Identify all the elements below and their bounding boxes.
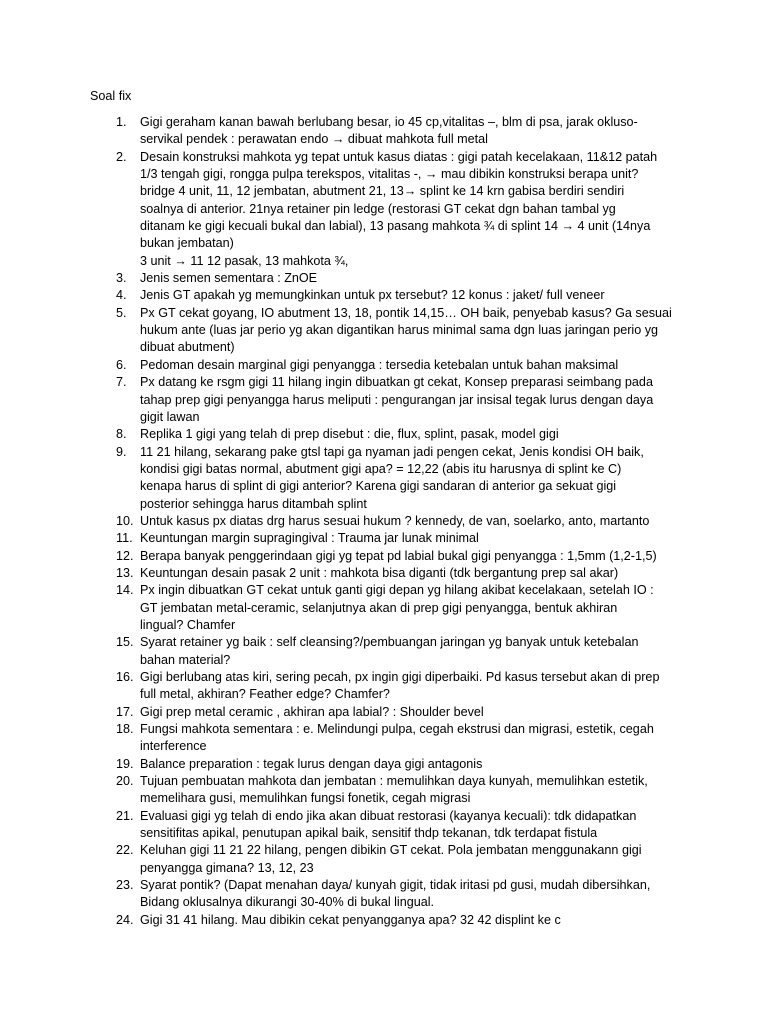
question-number: 14.: [116, 583, 134, 598]
question-text-line: penyangga gimana? 13, 12, 23: [140, 860, 314, 875]
question-text-line: Syarat retainer yg baik : self cleansing?/pembuangan jaringan yg banyak untuk ketebalan: [140, 635, 639, 650]
question-text: [140, 426, 678, 443]
question-text: [140, 305, 678, 357]
question-number: 24.: [116, 912, 134, 927]
question-text-line: Balance preparation : tegak lurus dengan daya gigi antagonis: [140, 756, 483, 771]
question-text-line: Desain konstruksi mahkota yg tepat untuk kasus diatas : gigi patah kecelakaan, 11&12 patah: [140, 149, 658, 164]
question-item: [0, 842, 768, 877]
question-text: [140, 842, 678, 877]
question-text-line: memelihara gusi, memulihkan fungsi fonetik, cegah migrasi: [140, 791, 471, 806]
question-item: [0, 548, 768, 565]
question-item: [0, 704, 768, 721]
question-text-line: Pedoman desain marginal gigi penyangga : tersedia ketebalan untuk bahan maksimal: [140, 357, 619, 372]
question-text-line: Evaluasi gigi yg telah di endo jika akan dibuat restorasi (kayanya kecuali): tdk didapatkan: [140, 808, 637, 823]
question-text-line: Px ingin dibuatkan GT cekat untuk ganti gigi depan yg hilang akibat kecelakaan, setelah IO :: [140, 583, 654, 598]
question-number: 18.: [116, 722, 134, 737]
question-text-line: dibuat abutment): [140, 340, 235, 355]
question-text-line: Gigi 31 41 hilang. Mau dibikin cekat penyangganya apa? 32 42 displint ke c: [140, 912, 561, 927]
question-number: 9.: [116, 444, 127, 459]
question-text-line: lingual? Chamfer: [140, 617, 236, 632]
question-item: [0, 912, 768, 929]
question-text-line: Gigi prep metal ceramic , akhiran apa labial? : Shoulder bevel: [140, 704, 484, 719]
question-text-line: bukan jembatan): [140, 236, 234, 251]
question-text-line: kenapa harus di splint di gigi anterior? Karena gigi sandaran di anterior ga sekuat gigi: [140, 479, 617, 494]
question-text: [140, 912, 678, 929]
question-text: [140, 721, 678, 756]
question-text: [140, 582, 678, 634]
question-number: 15.: [116, 635, 134, 650]
question-text-line: Gigi geraham kanan bawah berlubang besar, io 45 cp,vitalitas –, blm di psa, jarak okluso-: [140, 115, 638, 129]
question-text: [140, 808, 678, 843]
question-item: [0, 513, 768, 530]
question-text-line: posterior sehingga harus ditambah splint: [140, 496, 367, 511]
question-text-line: Untuk kasus px diatas drg harus sesuai hukum ? kennedy, de van, soelarko, anto, martanto: [140, 513, 650, 528]
question-text-line: soalnya di anterior. 21nya retainer pin ledge (restorasi GT cekat dgn bahan tambal yg: [140, 201, 616, 216]
question-item: [0, 114, 768, 149]
question-text-line: Tujuan pembuatan mahkota dan jembatan : memulihkan daya kunyah, memulihkan estetik,: [140, 774, 648, 789]
question-item: [0, 669, 768, 704]
question-text: [140, 773, 678, 808]
question-text-line: servikal pendek : perawatan endo → dibuat mahkota full metal: [140, 132, 488, 147]
question-number: 23.: [116, 878, 134, 893]
question-item: [0, 287, 768, 304]
question-text: [140, 877, 678, 912]
question-text-line: gigit lawan: [140, 409, 200, 424]
question-text-line: Berapa banyak penggerindaan gigi yg tepat pd labial bukal gigi penyangga : 1,5mm (1,2-1,5): [140, 548, 657, 563]
question-number: 7.: [116, 375, 127, 390]
question-text: [140, 270, 678, 287]
question-text-line: Jenis GT apakah yg memungkinkan untuk px tersebut? 12 konus : jaket/ full veneer: [140, 288, 605, 303]
question-text-line: sensitifitas apikal, penutupan apikal baik, sensitif thdp tekanan, tdk terdapat fistula: [140, 826, 598, 841]
question-item: [0, 582, 768, 634]
question-item: [0, 305, 768, 357]
question-number: 5.: [116, 305, 127, 320]
question-item: [0, 530, 768, 547]
question-text: [140, 704, 678, 721]
question-number: 12.: [116, 548, 134, 563]
question-number: 3.: [116, 271, 127, 286]
question-text: [140, 548, 678, 565]
question-text-line: 11 21 hilang, sekarang pake gtsl tapi ga nyaman jadi pengen cekat, Jenis kondisi OH baik,: [140, 444, 644, 459]
question-item: [0, 721, 768, 756]
question-number: 8.: [116, 427, 127, 442]
question-text-line: Replika 1 gigi yang telah di prep disebut : die, flux, splint, pasak, model gigi: [140, 427, 559, 442]
question-item: [0, 270, 768, 287]
question-number: 1.: [116, 115, 127, 129]
question-text-line: Fungsi mahkota sementara : e. Melindungi pulpa, cegah ekstrusi dan migrasi, estetik, cegah: [140, 722, 654, 737]
question-item: [0, 444, 768, 513]
question-text-line: bridge 4 unit, 11, 12 jembatan, abutment 21, 13→ splint ke 14 krn gabisa berdiri sendiri: [140, 184, 625, 199]
question-text: [140, 114, 678, 149]
question-text-line: GT jembatan metal-ceramic, selanjutnya akan di prep gigi penyangga, bentuk akhiran: [140, 600, 618, 615]
question-item: [0, 149, 768, 270]
question-text-line: Syarat pontik? (Dapat menahan daya/ kunyah gigit, tidak iritasi pd gusi, mudah dibersihkan,: [140, 878, 651, 893]
question-text-line: 1/3 tengah gigi, rongga pulpa terekspos, vitalitas -, → mau dibikin konstruksi berapa unit?: [140, 167, 639, 182]
question-text-line: Keluhan gigi 11 21 22 hilang, pengen dibikin GT cekat. Pola jembatan menggunakann gigi: [140, 843, 642, 858]
question-text-line: Jenis semen sementara : ZnOE: [140, 271, 318, 286]
question-text-line: Bidang oklusalnya dikurangi 30-40% di bukal lingual.: [140, 895, 435, 910]
question-text: [140, 149, 678, 270]
question-number: 22.: [116, 843, 134, 858]
question-text-line: Keuntungan margin supragingival : Trauma jar lunak minimal: [140, 531, 479, 546]
question-number: 13.: [116, 565, 134, 580]
question-text-line: interference: [140, 739, 207, 754]
question-item: [0, 634, 768, 669]
question-item: [0, 426, 768, 443]
question-text: [140, 756, 678, 773]
question-number: 16.: [116, 670, 134, 684]
question-number: 6.: [116, 357, 127, 372]
question-number: 20.: [116, 774, 134, 789]
question-text: [140, 374, 678, 426]
question-item: [0, 357, 768, 374]
question-text-line: bahan material?: [140, 652, 231, 667]
question-number: 4.: [116, 288, 127, 303]
question-number: 11.: [116, 531, 133, 546]
question-number: 19.: [116, 756, 134, 771]
question-text-line: ditanam ke gigi kecuali bukal dan labial), 13 pasang mahkota ¾ di splint 14 → 4 unit (14nya: [140, 219, 651, 234]
question-text: [140, 565, 678, 582]
question-text-line: Keuntungan desain pasak 2 unit : mahkota bisa diganti (tdk bergantung prep sal akar): [140, 565, 619, 580]
question-text: [140, 634, 678, 669]
question-text-line: tahap prep gigi penyangga harus meliputi : pengurangan jar insisal tegak lurus dengan daya: [140, 392, 654, 407]
question-item: [0, 374, 768, 426]
question-number: 2.: [116, 149, 127, 164]
question-text-line: hukum ante (luas jar perio yg akan digantikan harus minimal sama dgn luas jaringan perio yg: [140, 323, 659, 338]
question-list: [0, 114, 768, 929]
question-item: [0, 756, 768, 773]
question-text: [140, 444, 678, 513]
document-title: Soal fix: [90, 89, 132, 103]
question-item: [0, 808, 768, 843]
question-text-line: Px GT cekat goyang, IO abutment 13, 18, pontik 14,15… OH baik, penyebab kasus? Ga sesuai: [140, 305, 672, 320]
question-text-line: Px datang ke rsgm gigi 11 hilang ingin dibuatkan gt cekat, Konsep preparasi seimbang pada: [140, 375, 653, 390]
question-text: [140, 287, 678, 304]
question-item: [0, 773, 768, 808]
question-number: 17.: [116, 704, 134, 719]
question-text: [140, 530, 678, 547]
question-text: [140, 669, 678, 704]
question-text-line: full metal, akhiran? Feather edge? Chamfer?: [140, 687, 390, 702]
question-number: 10.: [116, 513, 134, 528]
question-text-line: kondisi gigi batas normal, abutment gigi apa? = 12,22 (abis itu harusnya di splint ke C): [140, 461, 622, 476]
question-text: [140, 357, 678, 374]
question-item: [0, 877, 768, 912]
question-text: [140, 513, 678, 530]
question-text-line: 3 unit → 11 12 pasak, 13 mahkota ¾,: [140, 253, 349, 268]
question-item: [0, 565, 768, 582]
question-number: 21.: [116, 808, 134, 823]
question-text-line: Gigi berlubang atas kiri, sering pecah, px ingin gigi diperbaiki. Pd kasus tersebut akan di prep: [140, 670, 660, 684]
